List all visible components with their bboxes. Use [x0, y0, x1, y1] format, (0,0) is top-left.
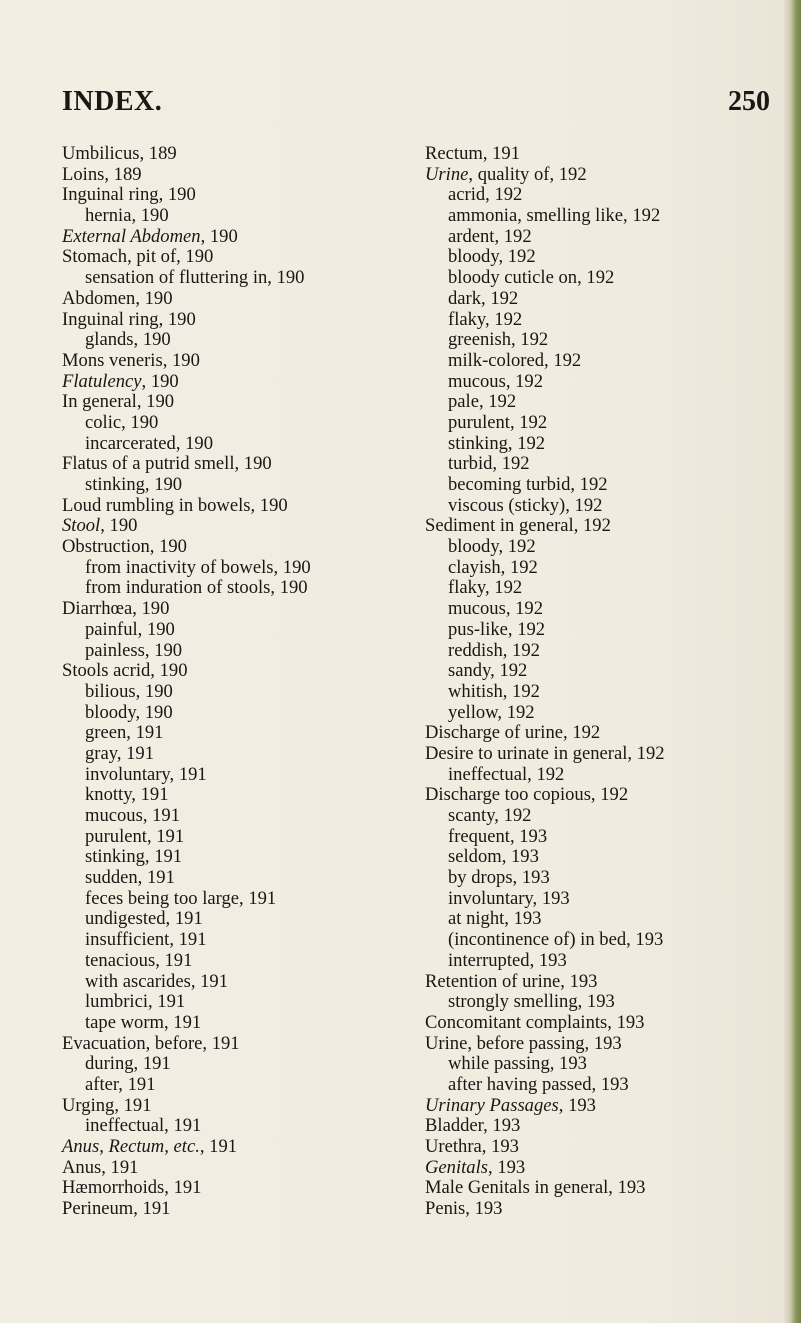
index-subentry: mucous, 192 [448, 370, 544, 392]
index-subentry: colic, 190 [85, 411, 159, 433]
index-subentry: stinking, 192 [448, 432, 546, 454]
index-subentry: ineffectual, 192 [448, 763, 565, 785]
index-subentry: green, 191 [85, 722, 164, 744]
index-subentry: pale, 192 [448, 391, 517, 413]
index-subentry: insufficient, 191 [85, 929, 207, 951]
index-subentry: turbid, 192 [448, 453, 530, 475]
index-subentry: strongly smelling, 193 [448, 991, 615, 1013]
index-subentry: tenacious, 191 [85, 949, 193, 971]
index-subentry: knotty, 191 [85, 784, 169, 806]
index-subentry: yellow, 192 [448, 701, 535, 723]
index-subentry: hernia, 190 [85, 205, 169, 227]
index-subentry: pus-like, 192 [448, 618, 546, 640]
index-entry: Flatulency, 190 [62, 370, 179, 392]
index-subentry: while passing, 193 [448, 1053, 587, 1075]
index-subentry: after having passed, 193 [448, 1073, 629, 1095]
index-subentry: ardent, 192 [448, 225, 532, 247]
index-entry: Loins, 189 [62, 163, 142, 185]
index-subentry: scanty, 192 [448, 805, 532, 826]
index-subentry: painless, 190 [85, 639, 183, 661]
index-subentry: bilious, 190 [85, 680, 173, 702]
index-subentry: involuntary, 193 [448, 887, 570, 909]
index-subentry: feces being too large, 191 [85, 887, 277, 909]
index-entry: Hæmorrhoids, 191 [62, 1177, 202, 1199]
index-entry: Urethra, 193 [425, 1136, 519, 1157]
index-entry: Rectum, 191 [425, 143, 521, 164]
index-subentry: clayish, 192 [448, 556, 538, 578]
index-entry: Anus, 191 [62, 1156, 139, 1178]
index-subentry: from inactivity of bowels, 190 [85, 556, 311, 578]
index-entry: Stomach, pit of, 190 [62, 246, 214, 268]
index-subentry: lumbrici, 191 [85, 991, 186, 1013]
index-entry: Stools acrid, 190 [62, 660, 188, 682]
index-entry: Retention of urine, 193 [425, 970, 598, 992]
index-subentry: bloody, 190 [85, 701, 173, 723]
page-number: 250 [728, 86, 770, 117]
index-subentry: sandy, 192 [448, 660, 528, 682]
index-subentry: milk-colored, 192 [448, 349, 582, 371]
index-subentry: dark, 192 [448, 287, 519, 309]
index-entry: Male Genitals in general, 193 [425, 1177, 646, 1199]
index-subentry: mucous, 191 [85, 805, 181, 826]
index-entry: Stool, 190 [62, 515, 138, 537]
index-subentry: bloody cuticle on, 192 [448, 267, 615, 289]
index-subentry: by drops, 193 [448, 867, 550, 889]
index-column-left [62, 144, 402, 1220]
index-entry: Desire to urinate in general, 192 [425, 742, 665, 764]
index-subentry: tape worm, 191 [85, 1011, 202, 1033]
index-subentry: reddish, 192 [448, 639, 540, 661]
index-subentry: undigested, 191 [85, 908, 203, 930]
index-subentry: gray, 191 [85, 742, 155, 764]
index-entry: Diarrhœa, 190 [62, 598, 170, 620]
index-entry: Discharge of urine, 192 [425, 722, 601, 744]
page-edge [783, 0, 801, 1323]
index-subentry: interrupted, 193 [448, 949, 567, 971]
index-entry: Concomitant complaints, 193 [425, 1011, 645, 1033]
index-subentry: sudden, 191 [85, 867, 175, 889]
index-subentry: viscous (sticky), 192 [448, 494, 603, 516]
index-entry: Abdomen, 190 [62, 287, 173, 309]
index-subentry: acrid, 192 [448, 184, 523, 206]
index-entry: Anus, Rectum, etc., 191 [62, 1136, 238, 1157]
index-subentry: flaky, 192 [448, 577, 523, 599]
index-entry: Umbilicus, 189 [62, 143, 177, 164]
index-entry: Sediment in general, 192 [425, 515, 611, 537]
index-subentry: stinking, 191 [85, 846, 183, 868]
index-entry: Obstruction, 190 [62, 536, 187, 558]
index-entry: Inguinal ring, 190 [62, 308, 196, 330]
index-subentry: purulent, 191 [85, 825, 185, 847]
index-subentry: ineffectual, 191 [85, 1115, 202, 1137]
index-entry: Urinary Passages, 193 [425, 1094, 596, 1116]
index-subentry: flaky, 192 [448, 308, 523, 330]
index-entry: Flatus of a putrid smell, 190 [62, 453, 272, 475]
index-subentry: seldom, 193 [448, 846, 539, 868]
index-subentry: greenish, 192 [448, 329, 549, 351]
index-entry: Perineum, 191 [62, 1198, 171, 1220]
index-entry: Genitals, 193 [425, 1156, 526, 1178]
index-entry: Mons veneris, 190 [62, 349, 200, 371]
index-entry: Bladder, 193 [425, 1115, 521, 1137]
index-subentry: sensation of fluttering in, 190 [85, 267, 305, 289]
page-title: INDEX. [62, 86, 163, 117]
index-subentry: whitish, 192 [448, 680, 540, 702]
index-subentry: mucous, 192 [448, 598, 544, 620]
index-entry: Urging, 191 [62, 1094, 152, 1116]
index-subentry: at night, 193 [448, 908, 542, 930]
index-entry: Inguinal ring, 190 [62, 184, 196, 206]
index-subentry: involuntary, 191 [85, 763, 207, 785]
index-entry: In general, 190 [62, 391, 175, 413]
index-column-right [425, 144, 775, 1220]
index-entry: Discharge too copious, 192 [425, 784, 629, 806]
index-subentry: ammonia, smelling like, 192 [448, 205, 661, 227]
index-subentry: after, 191 [85, 1073, 156, 1095]
index-subentry: frequent, 193 [448, 825, 548, 847]
index-subentry: during, 191 [85, 1053, 171, 1075]
index-subentry: bloody, 192 [448, 246, 536, 268]
index-entry: External Abdomen, 190 [62, 225, 238, 247]
index-entry: Loud rumbling in bowels, 190 [62, 494, 288, 516]
index-subentry: becoming turbid, 192 [448, 474, 608, 495]
index-entry: Urine, before passing, 193 [425, 1032, 622, 1054]
index-entry: Penis, 193 [425, 1198, 503, 1220]
index-entry: Evacuation, before, 191 [62, 1032, 240, 1054]
index-subentry: with ascarides, 191 [85, 970, 229, 992]
page-header [62, 86, 770, 126]
index-entry: Urine, quality of, 192 [425, 163, 587, 185]
index-subentry: stinking, 190 [85, 474, 183, 495]
index-subentry: bloody, 192 [448, 536, 536, 558]
index-subentry: glands, 190 [85, 329, 171, 351]
index-subentry: from induration of stools, 190 [85, 577, 308, 599]
index-subentry: painful, 190 [85, 618, 175, 640]
index-subentry: (incontinence of) in bed, 193 [448, 929, 664, 951]
index-subentry: purulent, 192 [448, 411, 548, 433]
index-subentry: incarcerated, 190 [85, 432, 214, 454]
